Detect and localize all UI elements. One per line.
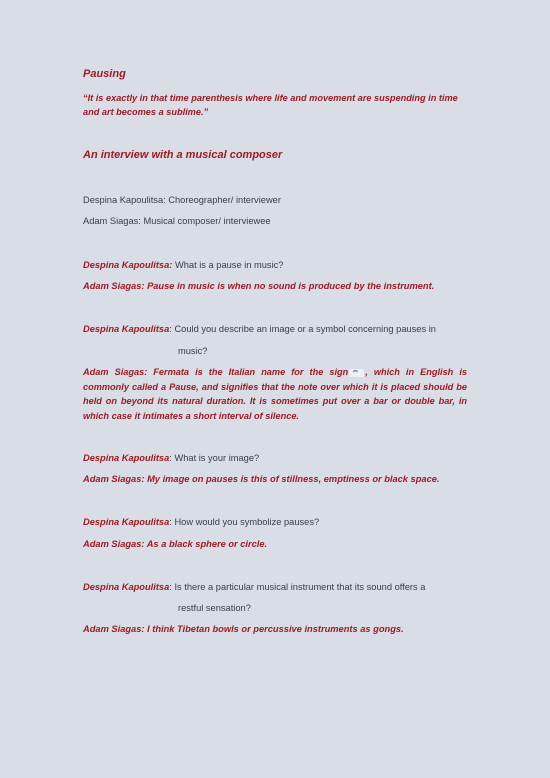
question-text: : Is there a particular musical instrument that its sound offers a [169,582,426,592]
answer-text-end: , which in English is commonly called a Pause, and signifies that the note over which it is placed should be held on beyond its natural duration. It is sometimes put over a bar or double bar, in which case it intimates a short interval of silence. [83,367,467,421]
question-3 [83,453,259,463]
question-4 [83,517,319,527]
answer-2 [83,365,467,423]
question-text: : What is your image? [169,453,260,463]
question-speaker: Despina Kapoulitsa [83,453,170,463]
question-2-continued: music? [178,346,208,356]
answer-text-start: Adam Siagas: Fermata is the Italian name for the sign [83,367,349,377]
fermata-icon [349,369,364,377]
question-2 [83,324,436,334]
answer-5: Adam Siagas: I think Tibetan bowls or percussive instruments as gongs. [83,624,404,634]
question-speaker: Despina Kapoulitsa [83,324,170,334]
question-5-continued: restful sensation? [178,603,251,613]
answer-3: Adam Siagas: My image on pauses is this of stillness, emptiness or black space. [83,474,440,484]
epigraph-quote: “It is exactly in that time parenthesis where life and movement are suspending in time and art becomes a sublime.” [83,93,458,117]
question-speaker: Despina Kapoulitsa [83,582,170,592]
answer-4: Adam Siagas: As a black sphere or circle. [83,539,268,549]
question-speaker: Despina Kapoulitsa: [83,260,173,270]
document-title: Pausing [83,68,126,80]
question-text: : Could you describe an image or a symbol concerning pauses in [169,324,436,334]
question-speaker: Despina Kapoulitsa [83,517,170,527]
credit-interviewer: Despina Kapoulitsa: Choreographer/ interviewer [83,195,281,205]
question-text: What is a pause in music? [172,260,284,270]
credit-interviewee: Adam Siagas: Musical composer/ interviewee [83,216,271,226]
question-text: : How would you symbolize pauses? [169,517,320,527]
answer-1: Adam Siagas: Pause in music is when no sound is produced by the instrument. [83,281,435,291]
question-1 [83,260,283,270]
question-5 [83,582,425,592]
interview-heading: An interview with a musical composer [83,149,283,161]
